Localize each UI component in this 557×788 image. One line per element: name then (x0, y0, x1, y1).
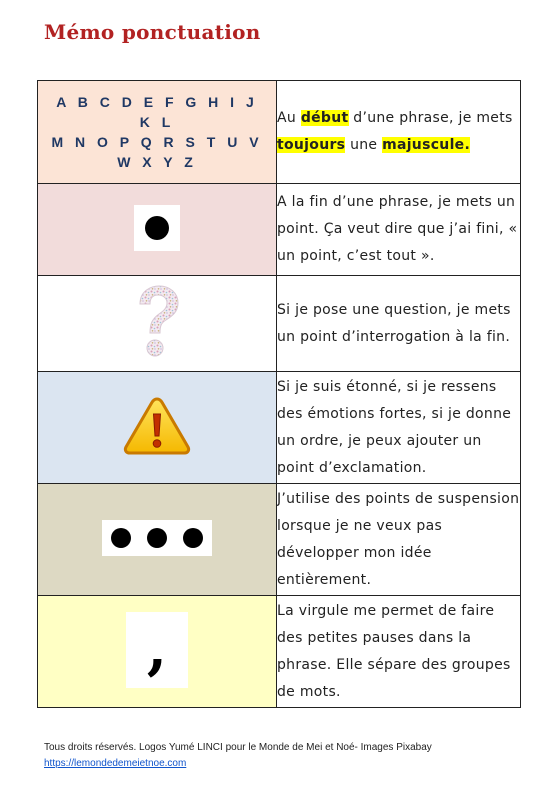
table-row-suspension (38, 484, 521, 596)
suspension-points-icon (102, 520, 212, 556)
comma-icon (126, 612, 188, 688)
comma-glyph: , (146, 613, 168, 682)
question-cell (38, 276, 277, 372)
alphabet-block (38, 92, 276, 172)
comma-cell (38, 596, 277, 708)
text-part: une (345, 137, 383, 153)
rule-text-question: Si je pose une question, je mets un point d’interrogation à la fin. (277, 276, 521, 372)
suspension-cell (38, 484, 277, 596)
table-row-capital-letter (38, 81, 521, 184)
alphabet-cell (38, 81, 277, 184)
point-icon (134, 205, 180, 251)
question-mark-icon (132, 284, 182, 360)
text-part: d’une phrase, je mets (348, 110, 513, 126)
rule-text-point: A la fin d’une phrase, je mets un point. Ça veut dire que j’ai fini, « un point, c’est tout ». (277, 184, 521, 276)
highlight-majuscule: majuscule. (382, 137, 471, 153)
footer-link[interactable]: https://lemondedemeietnoe.com (44, 758, 187, 769)
dot-mark (111, 528, 131, 548)
alphabet-line: M N O P Q R S T U V (51, 134, 263, 150)
alphabet-line: W X Y Z (117, 154, 197, 170)
rule-text-comma: La virgule me permet de faire des petites pauses dans la phrase. Elle sépare des groupes de mots. (277, 596, 521, 708)
rule-text-suspension: J’utilise des points de suspension lorsque je ne veux pas développer mon idée entièrement. (277, 484, 521, 596)
footer (44, 740, 432, 772)
table-row-question (38, 276, 521, 372)
highlight-debut: début (300, 110, 349, 126)
dot-mark (147, 528, 167, 548)
footer-credits: Tous droits réservés. Logos Yumé LINCI pour le Monde de Mei et Noé- Images Pixabay (44, 742, 432, 753)
page-title: Mémo ponctuation (44, 20, 261, 44)
text-part: Au (277, 110, 301, 126)
table-row-point (38, 184, 521, 276)
table-row-comma (38, 596, 521, 708)
alphabet-line: A B C D E F G H I J K L (56, 94, 258, 130)
point-cell (38, 184, 277, 276)
exclamation-cell (38, 372, 277, 484)
dot-mark (145, 216, 169, 240)
highlight-toujours: toujours (277, 137, 346, 153)
warning-exclamation-icon (123, 396, 191, 456)
rule-text-exclamation: Si je suis étonné, si je ressens des émotions fortes, si je donne un ordre, je peux ajouter un point d’exclamation. (277, 372, 521, 484)
table-row-exclamation (38, 372, 521, 484)
rule-text-capital (277, 81, 521, 184)
dot-mark (183, 528, 203, 548)
punctuation-table (37, 80, 521, 708)
